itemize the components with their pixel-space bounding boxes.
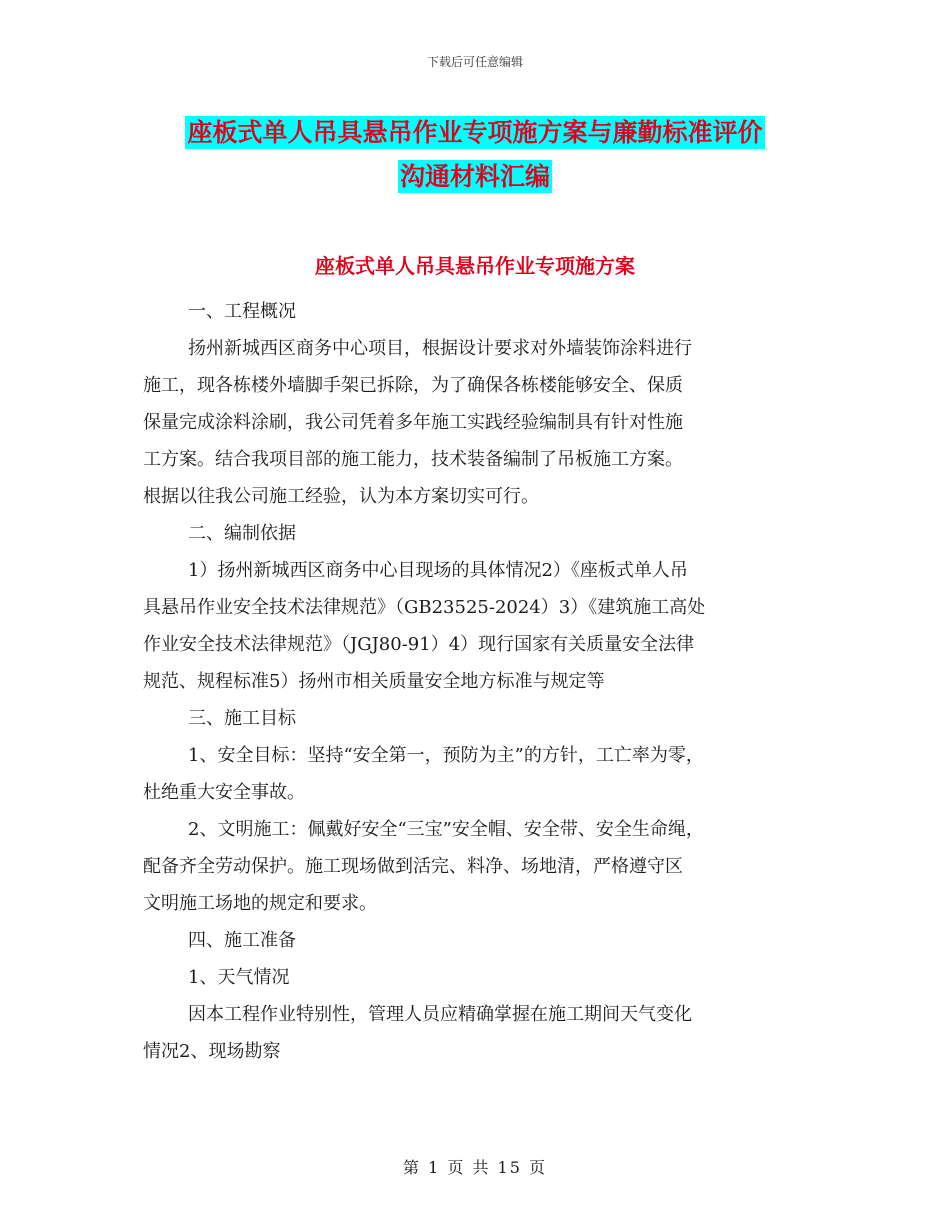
header-note: 下载后可任意编辑 [426,55,523,69]
body-line: 作业安全技术法律规范》（JGJ80-91）4）现行国家有关质量安全法律 [143,634,695,655]
page-footer: 第 1 页 共 15 页 [403,1158,547,1177]
body-line: 四、施工准备 [188,930,296,951]
body-line: 2、文明施工：佩戴好安全“三宝”安全帽、安全带、安全生命绳， [188,819,704,840]
section-title: 座板式单人吊具悬吊作业专项施方案 [315,254,635,278]
document-body [143,293,813,1070]
body-line: 1、安全目标：坚持“安全第一，预防为主”的方针，工亡率为零， [188,745,704,766]
body-line: 一、工程概况 [188,301,296,322]
body-line: 工方案。结合我项目部的施工能力，技术装备编制了吊板施工方案。 [143,449,683,470]
body-line: 因本工程作业特别性，管理人员应精确掌握在施工期间天气变化 [188,1004,692,1025]
body-line: 情况2、现场勘察 [143,1041,281,1062]
body-line: 规范、规程标准5）扬州市相关质量安全地方标准与规定等 [143,671,605,692]
body-line: 扬州新城西区商务中心项目，根据设计要求对外墙装饰涂料进行 [188,338,692,359]
body-line: 1、天气情况 [188,967,290,988]
body-line: 具悬吊作业安全技术法律规范》（GB23525-2024）3）《建筑施工高处 [143,597,706,618]
body-line: 二、编制依据 [188,523,296,544]
body-line: 1）扬州新城西区商务中心目现场的具体情况2）《座板式单人吊 [188,560,688,581]
body-line: 根据以往我公司施工经验，认为本方案切实可行。 [143,486,539,507]
body-line: 配备齐全劳动保护。施工现场做到活完、料净、场地清，严格遵守区 [143,856,683,877]
document-title-line-1 [0,113,950,149]
body-line: 施工，现各栋楼外墙脚手架已拆除，为了确保各栋楼能够安全、保质 [143,375,683,396]
title-highlight-2: 沟通材料汇编 [399,162,550,191]
document-title-line-2 [0,157,950,193]
body-line: 文明施工场地的规定和要求。 [143,893,377,914]
body-line: 保量完成涂料涂刷，我公司凭着多年施工实践经验编制具有针对性施 [143,412,683,433]
body-line: 三、施工目标 [188,708,296,729]
title-highlight-1: 座板式单人吊具悬吊作业专项施方案与廉勤标准评价 [187,118,763,147]
body-line: 杜绝重大安全事故。 [143,782,305,803]
